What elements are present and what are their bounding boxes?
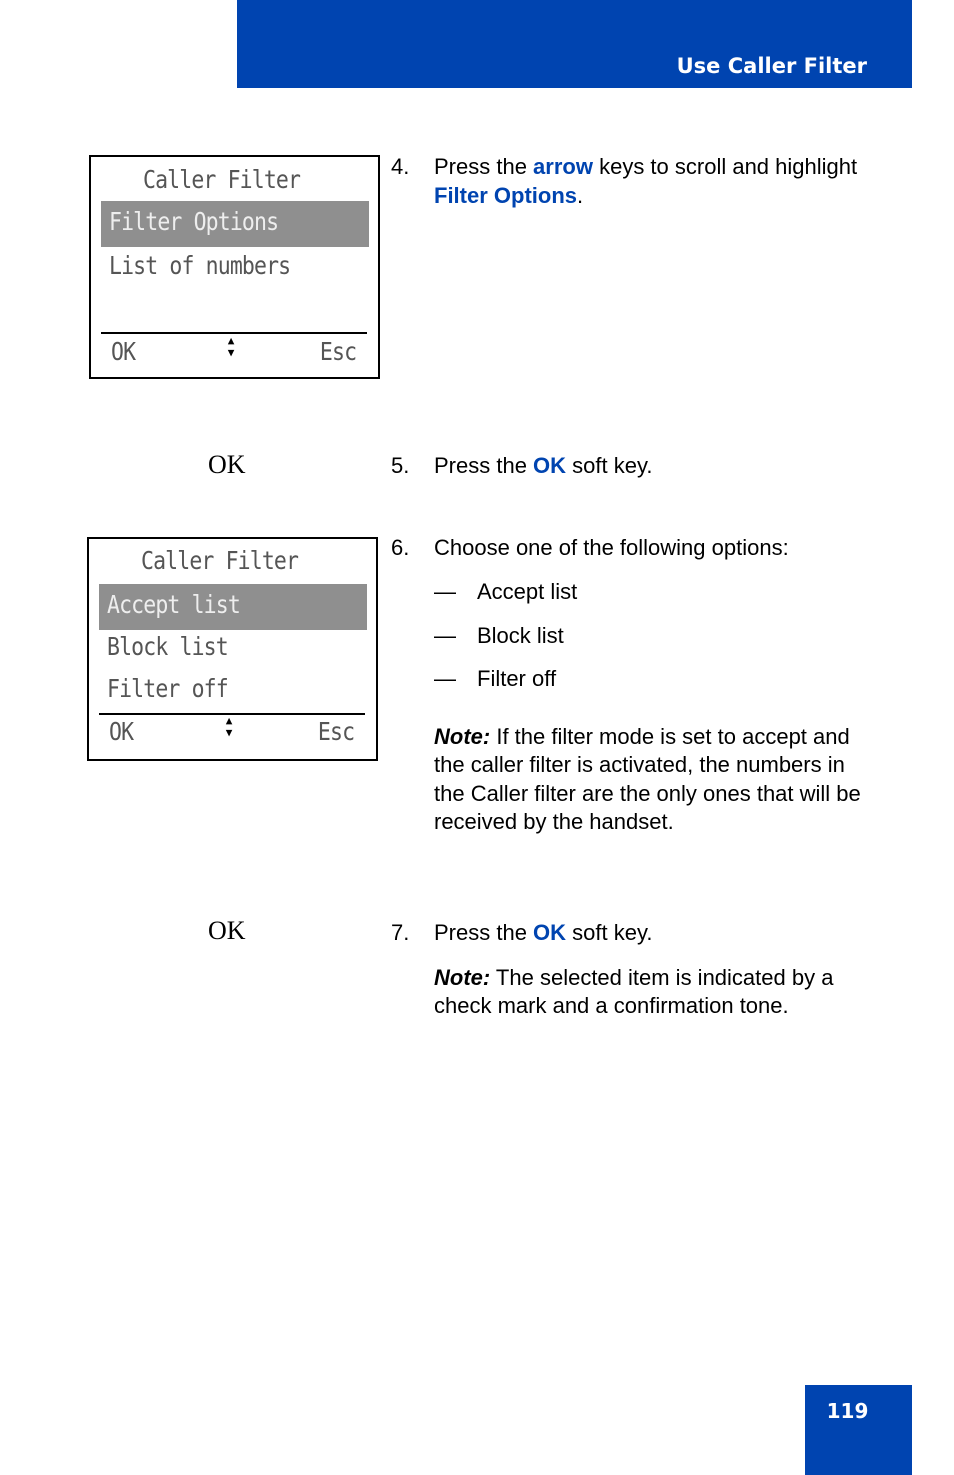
option-block-list: Block list	[477, 622, 564, 648]
softkey-esc[interactable]: Esc	[317, 717, 354, 746]
note-label: Note:	[434, 964, 491, 990]
key-name-ok: OK	[533, 920, 567, 945]
note-text: The selected item is indicated by a check mark and a confirmation tone.	[434, 964, 834, 1018]
step-number: 5.	[391, 453, 410, 478]
step-text: soft key.	[566, 453, 653, 478]
menu-item-block-list[interactable]: Block list	[107, 632, 228, 661]
dash: —	[434, 578, 456, 604]
dash: —	[434, 665, 456, 691]
step-text: Press the	[434, 154, 534, 179]
step-4	[391, 153, 871, 210]
option-item	[434, 578, 871, 606]
up-down-arrow-icon: ▲ ▼	[225, 714, 233, 739]
screen-title: Caller Filter	[143, 165, 301, 194]
step-text: Choose one of the following options:	[434, 535, 789, 560]
note-text: If the filter mode is set to accept and the caller filter is activated, the numbers in the Caller filter are the only ones that will be received by the handset.	[434, 723, 861, 834]
option-filter-off: Filter off	[477, 665, 557, 691]
step-5	[391, 452, 871, 481]
softkey-ok[interactable]: OK	[109, 717, 134, 746]
softkey-ok[interactable]: OK	[111, 337, 136, 366]
key-name-ok: OK	[533, 453, 567, 478]
menu-item-filter-off[interactable]: Filter off	[107, 674, 228, 703]
menu-item-filter-options: Filter Options	[109, 207, 279, 236]
option-item	[434, 622, 871, 650]
step-7	[391, 919, 871, 1021]
softkey-divider	[101, 332, 367, 334]
step-text: Press the	[434, 453, 534, 478]
ok-key-label: OK	[208, 916, 246, 945]
up-down-arrow-icon: ▲ ▼	[227, 334, 235, 359]
option-item	[434, 665, 871, 693]
option-accept-list: Accept list	[477, 578, 578, 604]
menu-item-accept-list: Accept list	[107, 590, 240, 619]
dash: —	[434, 622, 456, 648]
softkey-esc[interactable]: Esc	[319, 337, 356, 366]
phone-screen-filter-menu	[89, 155, 380, 379]
step-number: 6.	[391, 535, 410, 560]
key-name-filter-options: Filter Options	[434, 182, 577, 208]
phone-screen-filter-options	[87, 537, 378, 761]
page-number-box	[805, 1385, 912, 1475]
note	[434, 964, 871, 1021]
step-6	[391, 534, 871, 837]
page-number: 119	[826, 1399, 869, 1423]
menu-item-list-of-numbers[interactable]: List of numbers	[109, 251, 291, 280]
step-text: .	[577, 182, 584, 208]
step-number: 7.	[391, 920, 410, 945]
note	[434, 723, 871, 837]
screen-highlighted-item[interactable]	[101, 201, 369, 247]
step-text: Press the	[434, 920, 534, 945]
header-bar	[237, 0, 912, 88]
step-number: 4.	[391, 154, 410, 179]
header-title: Use Caller Filter	[676, 54, 867, 78]
key-name-arrow: arrow	[533, 154, 593, 179]
screen-title: Caller Filter	[141, 546, 299, 575]
step-text: keys to scroll and highlight	[592, 154, 858, 179]
step-text: soft key.	[566, 920, 653, 945]
note-label: Note:	[434, 723, 491, 749]
screen-highlighted-item[interactable]	[99, 584, 367, 630]
ok-key-label: OK	[208, 450, 246, 479]
